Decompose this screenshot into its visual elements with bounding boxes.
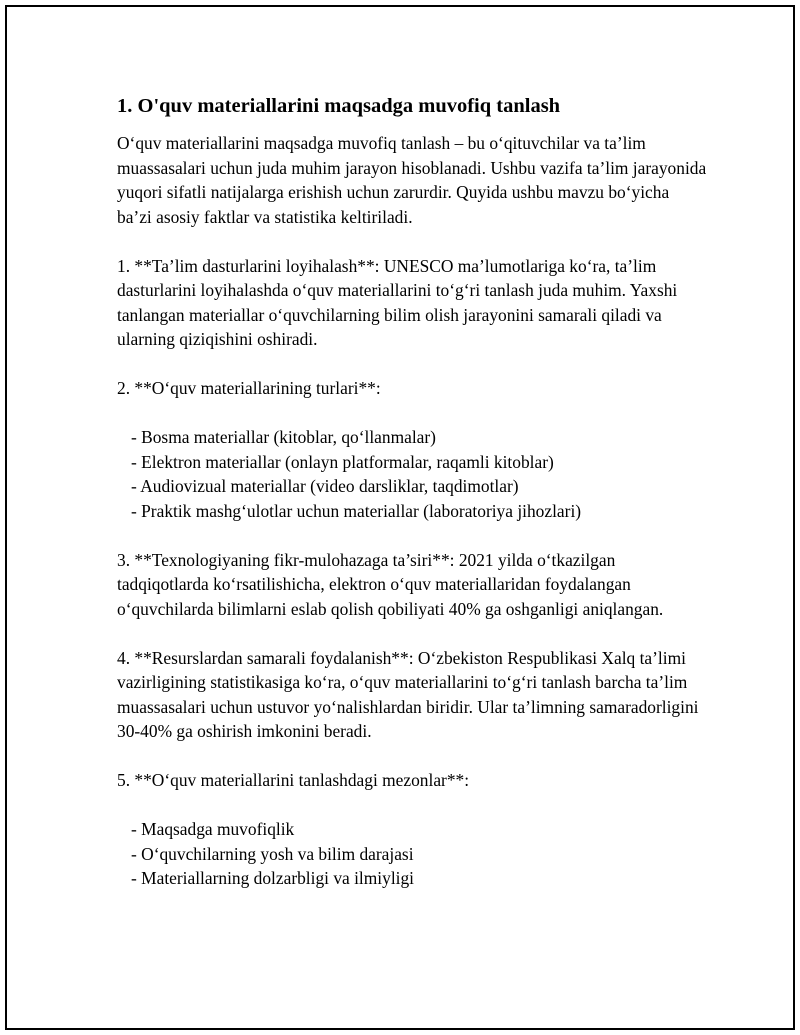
point-4-paragraph: 4. **Resurslardan samarali foydalanish**: O‘zbekiston Respublikasi Xalq ta’limi vazirligining statistikasiga ko‘ra, o‘quv materiallarini to‘g‘ri tanlash barcha ta’lim muassasalari uchun ustuvor yo‘nalishlardan biridir. Ular ta’limning samaradorligini 30-40% ga oshirish imkonini beradi. — [117, 647, 699, 741]
list-item: - Praktik mashg‘ulotlar uchun materiallar (laboratoriya jihozlari) — [131, 499, 707, 524]
list-item: - Maqsadga muvofiqlik — [131, 817, 707, 842]
point-1-paragraph: 1. **Ta’lim dasturlarini loyihalash**: UNESCO ma’lumotlariga ko‘ra, ta’lim dasturlarini loyihalashda o‘quv materiallarini to‘g‘ri tanlash juda muhim. Yaxshi tanlangan materiallar o‘quvchilarning bilim olish jarayonini samarali qiladi va ularning qiziqishini oshiradi. — [117, 255, 678, 349]
document-body — [117, 93, 707, 915]
list-item: - Elektron materiallar (onlayn platformalar, raqamli kitoblar) — [131, 450, 707, 475]
list-item: - Audiovizual materiallar (video darsliklar, taqdimotlar) — [131, 474, 707, 499]
criteria-list — [117, 817, 707, 891]
point-2-heading: 2. **O‘quv materiallarining turlari**: — [117, 378, 381, 398]
list-item: - Bosma materiallar (kitoblar, qo‘llanmalar) — [131, 425, 707, 450]
intro-paragraph: O‘quv materiallarini maqsadga muvofiq tanlash – bu o‘qituvchilar va ta’lim muassasalari uchun juda muhim jarayon hisoblanadi. Ushbu vazifa ta’lim jarayonida yuqori sifatli natijalarga erishish uchun zarurdir. Quyida ushbu mavzu bo‘yicha ba’zi asosiy faktlar va statistika keltiriladi. — [117, 133, 707, 227]
list-item: - Materiallarning dolzarbligi va ilmiyligi — [131, 866, 707, 891]
material-types-list — [117, 425, 707, 523]
point-3-paragraph: 3. **Texnologiyaning fikr-mulohazaga ta’siri**: 2021 yilda o‘tkazilgan tadqiqotlarda ko‘rsatilishicha, elektron o‘quv materiallaridan foydalangan o‘quvchilarda bilimlarni eslab qolish qobiliyati 40% ga oshganligi aniqlangan. — [117, 549, 664, 619]
list-item: - O‘quvchilarning yosh va bilim darajasi — [131, 842, 707, 867]
point-5-heading: 5. **O‘quv materiallarini tanlashdagi mezonlar**: — [117, 770, 470, 790]
document-title: 1. O'quv materiallarini maqsadga muvofiq tanlash — [117, 95, 561, 117]
